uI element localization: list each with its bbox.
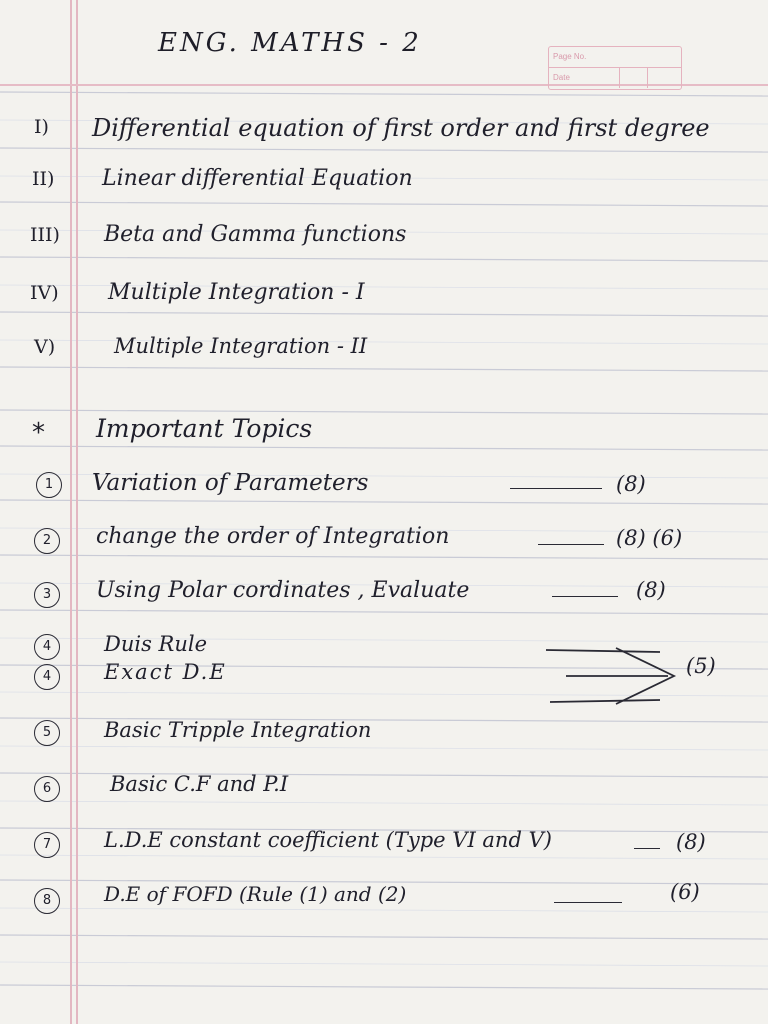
topic-text: Using Polar cordinates , Evaluate <box>96 578 470 603</box>
item-number-circle: 5 <box>34 720 60 746</box>
marks-label: (8) (6) <box>616 526 683 550</box>
leader-line <box>538 544 604 545</box>
date-cell-divider <box>647 68 648 88</box>
marks-label: (6) <box>670 880 700 904</box>
topic-text: Variation of Parameters <box>92 470 369 496</box>
marks-label: (8) <box>616 472 646 496</box>
topic-text: D.E of FOFD (Rule (1) and (2) <box>104 882 407 906</box>
syllabus-item-text: Multiple Integration - II <box>114 334 368 358</box>
margin-line-left <box>70 0 72 1024</box>
page-number-row <box>549 47 681 68</box>
roman-numeral: II) <box>32 168 55 190</box>
group-arrow-icon <box>540 640 690 710</box>
topic-text: Basic C.F and P.I <box>110 772 289 796</box>
roman-numeral: V) <box>34 336 56 358</box>
page-number-date-box <box>548 46 682 90</box>
page-title: ENG. MATHS - 2 <box>158 28 422 58</box>
item-number-circle: 7 <box>34 832 60 858</box>
item-number-circle: 4 <box>34 664 60 690</box>
item-number-circle: 1 <box>36 472 62 498</box>
syllabus-item-text: Beta and Gamma functions <box>104 222 407 247</box>
item-number-circle: 6 <box>34 776 60 802</box>
date-row <box>549 68 681 88</box>
leader-line <box>554 902 622 903</box>
marks-label: (8) <box>676 830 706 854</box>
topic-text: Basic Tripple Integration <box>104 718 372 742</box>
asterisk-icon: * <box>32 418 45 448</box>
item-number-circle: 4 <box>34 634 60 660</box>
topic-text: Exact D.E <box>104 660 227 684</box>
topic-text: Duis Rule <box>104 632 208 656</box>
syllabus-item-text: Linear differential Equation <box>102 166 413 191</box>
roman-numeral: III) <box>30 224 60 246</box>
item-number-circle: 2 <box>34 528 60 554</box>
important-topics-heading: Important Topics <box>96 414 313 443</box>
margin-line-right <box>76 0 78 1024</box>
leader-line <box>510 488 602 489</box>
leader-line <box>634 848 660 849</box>
topic-text: L.D.E constant coefficient (Type VI and V) <box>104 828 552 852</box>
date-cell-divider <box>619 68 620 88</box>
syllabus-item-text: Differential equation of first order and first degree <box>92 114 710 142</box>
date-label: Date <box>553 73 570 82</box>
syllabus-item-text: Multiple Integration - I <box>108 280 365 305</box>
marks-label: (8) <box>636 578 666 602</box>
page-number-label: Page No. <box>553 52 587 61</box>
item-number-circle: 3 <box>34 582 60 608</box>
group-marks-label: (5) <box>686 654 716 678</box>
topic-text: change the order of Integration <box>96 524 450 549</box>
leader-line <box>552 596 618 597</box>
roman-numeral: IV) <box>30 282 59 304</box>
roman-numeral: I) <box>34 116 49 138</box>
item-number-circle: 8 <box>34 888 60 914</box>
